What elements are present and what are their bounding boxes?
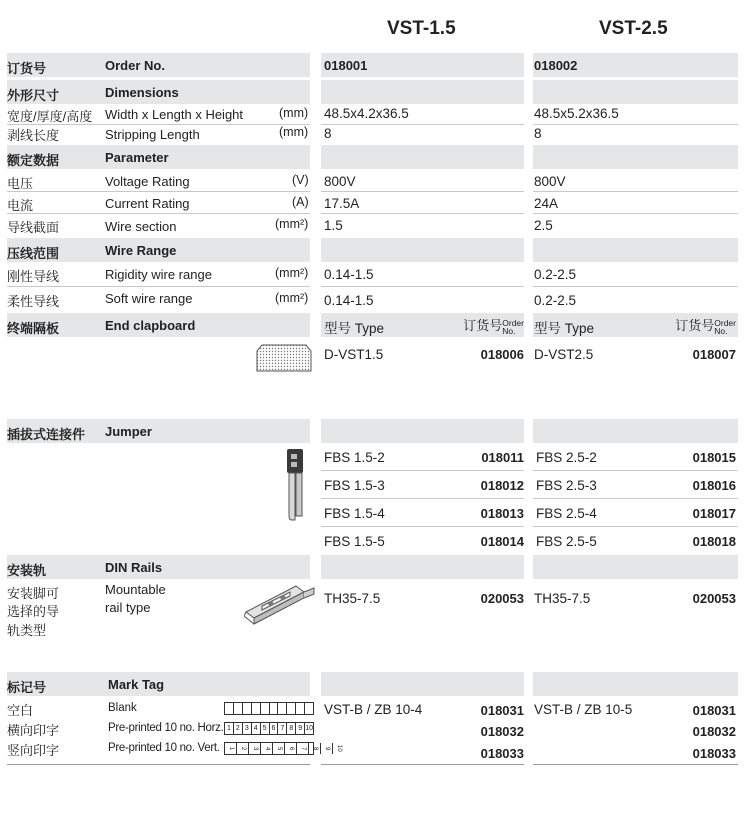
jumper-order-vst25: 018015 <box>692 450 736 465</box>
wire-range-label-cn: 压线范围 <box>7 246 60 261</box>
jumper-order-vst15: 018012 <box>480 478 524 493</box>
row-value-vst25: 0.2-2.5 <box>534 267 577 282</box>
mark-tag-row-label-cn: 横向印字 <box>7 723 60 738</box>
order-header: 订货号Order No. <box>675 317 736 336</box>
row-unit: (V) <box>292 173 309 187</box>
parameter-label-en: Parameter <box>105 150 169 165</box>
din-rail-type-vst15: TH35-7.5 <box>324 591 381 606</box>
jumper-order-vst25: 018016 <box>692 478 736 493</box>
tag-cell: 9 <box>296 723 305 734</box>
vert-tag-strip <box>224 742 342 755</box>
tag-cell: 5 <box>261 723 270 734</box>
end-clapboard-type-vst25: D-VST2.5 <box>534 347 594 362</box>
row-value-vst15: 48.5x4.2x36.5 <box>324 106 409 121</box>
order-no-vst25: 018002 <box>534 58 578 73</box>
jumper-type-vst15: FBS 1.5-3 <box>324 478 385 493</box>
tag-cell: 6 <box>270 723 279 734</box>
tag-cell: 8 <box>287 723 296 734</box>
column-header-vst15: VST-1.5 <box>387 18 456 39</box>
jumper-type-vst25: FBS 2.5-2 <box>536 450 597 465</box>
mark-tag-type-vst15: VST-B / ZB 10-4 <box>324 702 423 717</box>
order-no-vst15: 018001 <box>324 58 368 73</box>
wire-range-label-en: Wire Range <box>105 243 177 258</box>
tag-cell: 1 <box>225 743 237 754</box>
row-unit: (mm) <box>279 125 309 139</box>
end-clapboard-image <box>256 344 312 374</box>
tag-cell: 5 <box>273 743 285 754</box>
row-unit: (mm²) <box>275 266 309 280</box>
jumper-order-vst25: 018018 <box>692 534 736 549</box>
row-value-vst25: 24A <box>534 196 559 211</box>
jumper-type-vst15: FBS 1.5-2 <box>324 450 385 465</box>
din-desc-cn: 轨类型 <box>7 623 47 638</box>
row-label-cn: 柔性导线 <box>7 294 60 309</box>
tag-cell: 7 <box>278 723 287 734</box>
blank-tag-strip <box>224 702 314 715</box>
end-clapboard-order-vst15: 018006 <box>480 347 524 362</box>
mark-tag-type-vst25: VST-B / ZB 10-5 <box>534 702 633 717</box>
jumper-image <box>280 448 306 522</box>
mark-tag-row-label-en: Pre-printed 10 no. Vert. <box>108 742 220 754</box>
dimensions-label-en: Dimensions <box>105 85 179 100</box>
tag-cell: 1 <box>225 723 234 734</box>
row-label-cn: 电流 <box>7 198 34 213</box>
end-clapboard-label-cn: 终端隔板 <box>7 321 60 336</box>
tag-cell: 9 <box>321 743 333 754</box>
row-value-vst25: 0.2-2.5 <box>534 293 577 308</box>
din-rails-label-cn: 安装轨 <box>7 563 47 578</box>
mark-tag-label-cn: 标记号 <box>7 680 47 695</box>
tag-cell: 3 <box>243 723 252 734</box>
row-value-vst15: 0.14-1.5 <box>324 267 374 282</box>
row-unit: (A) <box>292 195 309 209</box>
jumper-order-vst15: 018014 <box>480 534 524 549</box>
din-rail-order-vst15: 020053 <box>480 591 524 606</box>
row-label-cn: 导线截面 <box>7 220 60 235</box>
mark-tag-order-vst25: 018031 <box>692 703 736 718</box>
row-value-vst15: 17.5A <box>324 196 360 211</box>
mark-tag-row-label-en: Pre-printed 10 no. Horz. <box>108 722 224 734</box>
type-header: 型号 Type <box>534 321 595 336</box>
row-label-cn: 剥线长度 <box>7 128 60 143</box>
type-header: 型号 Type <box>324 321 385 336</box>
din-desc-en: rail type <box>105 600 151 615</box>
din-rails-label-en: DIN Rails <box>105 560 163 575</box>
row-label-cn: 刚性导线 <box>7 269 60 284</box>
jumper-type-vst25: FBS 2.5-5 <box>536 534 597 549</box>
jumper-type-vst15: FBS 1.5-5 <box>324 534 385 549</box>
horz-tag-strip <box>224 722 314 735</box>
tag-cell: 8 <box>309 743 321 754</box>
dimensions-label-cn: 外形尺寸 <box>7 88 60 103</box>
jumper-order-vst15: 018013 <box>480 506 524 521</box>
row-value-vst15: 800V <box>324 174 356 189</box>
row-label-cn: 电压 <box>7 176 34 191</box>
mark-tag-row-label-cn: 空白 <box>7 703 34 718</box>
tag-cell: 4 <box>261 743 273 754</box>
row-value-vst15: 8 <box>324 126 332 141</box>
order-no-label-en: Order No. <box>105 58 165 73</box>
row-value-vst25: 48.5x5.2x36.5 <box>534 106 619 121</box>
jumper-order-vst15: 018011 <box>481 450 524 465</box>
row-label-en: Stripping Length <box>105 127 200 142</box>
row-unit: (mm²) <box>275 291 309 305</box>
tag-cell: 6 <box>285 743 297 754</box>
tag-cell: 4 <box>252 723 261 734</box>
end-clapboard-type-vst15: D-VST1.5 <box>324 347 384 362</box>
row-label-en: Current Rating <box>105 196 190 211</box>
mark-tag-row-label-en: Blank <box>108 702 137 714</box>
mark-tag-order-vst25: 018032 <box>692 724 736 739</box>
din-desc-cn: 安装脚可 <box>7 586 60 601</box>
jumper-type-vst25: FBS 2.5-3 <box>536 478 597 493</box>
row-label-en: Rigidity wire range <box>105 267 212 282</box>
mark-tag-row-label-cn: 竖向印字 <box>7 743 60 758</box>
tag-cell: 3 <box>249 743 261 754</box>
row-unit: (mm²) <box>275 217 309 231</box>
row-value-vst25: 8 <box>534 126 542 141</box>
jumper-type-vst15: FBS 1.5-4 <box>324 506 385 521</box>
din-rail-order-vst25: 020053 <box>692 591 736 606</box>
jumper-label-cn: 插拔式连接件 <box>7 427 86 442</box>
row-label-en: Width x Length x Height <box>105 107 244 122</box>
din-desc-en: Mountable <box>105 582 166 597</box>
jumper-order-vst25: 018017 <box>692 506 736 521</box>
mark-tag-order-vst15: 018032 <box>480 724 524 739</box>
din-rail-image <box>244 582 316 628</box>
row-unit: (mm) <box>279 106 309 120</box>
row-label-en: Wire section <box>105 219 177 234</box>
mark-tag-label-en: Mark Tag <box>108 677 165 692</box>
jumper-type-vst25: FBS 2.5-4 <box>536 506 597 521</box>
din-rail-type-vst25: TH35-7.5 <box>534 591 591 606</box>
row-label-cn: 宽度/厚度/高度 <box>7 109 93 124</box>
parameter-label-cn: 额定数据 <box>7 153 60 168</box>
row-value-vst15: 0.14-1.5 <box>324 293 374 308</box>
din-desc-cn: 选择的导 <box>7 604 60 619</box>
mark-tag-order-vst15: 018031 <box>480 703 524 718</box>
row-value-vst25: 800V <box>534 174 566 189</box>
end-clapboard-label-en: End clapboard <box>105 318 196 333</box>
row-label-en: Soft wire range <box>105 291 193 306</box>
mark-tag-order-vst25: 018033 <box>692 746 736 761</box>
row-value-vst25: 2.5 <box>534 218 553 233</box>
tag-cell: 2 <box>237 743 249 754</box>
end-clapboard-order-vst25: 018007 <box>692 347 736 362</box>
row-value-vst15: 1.5 <box>324 218 343 233</box>
order-header: 订货号Order No. <box>463 317 524 336</box>
jumper-label-en: Jumper <box>105 424 152 439</box>
order-no-label-cn: 订货号 <box>7 61 47 76</box>
tag-cell: 7 <box>297 743 309 754</box>
mark-tag-order-vst15: 018033 <box>480 746 524 761</box>
tag-cell: 10 <box>336 745 342 752</box>
row-label-en: Voltage Rating <box>105 174 190 189</box>
tag-cell: 10 <box>305 725 313 732</box>
tag-cell: 2 <box>234 723 243 734</box>
column-header-vst25: VST-2.5 <box>599 18 668 39</box>
